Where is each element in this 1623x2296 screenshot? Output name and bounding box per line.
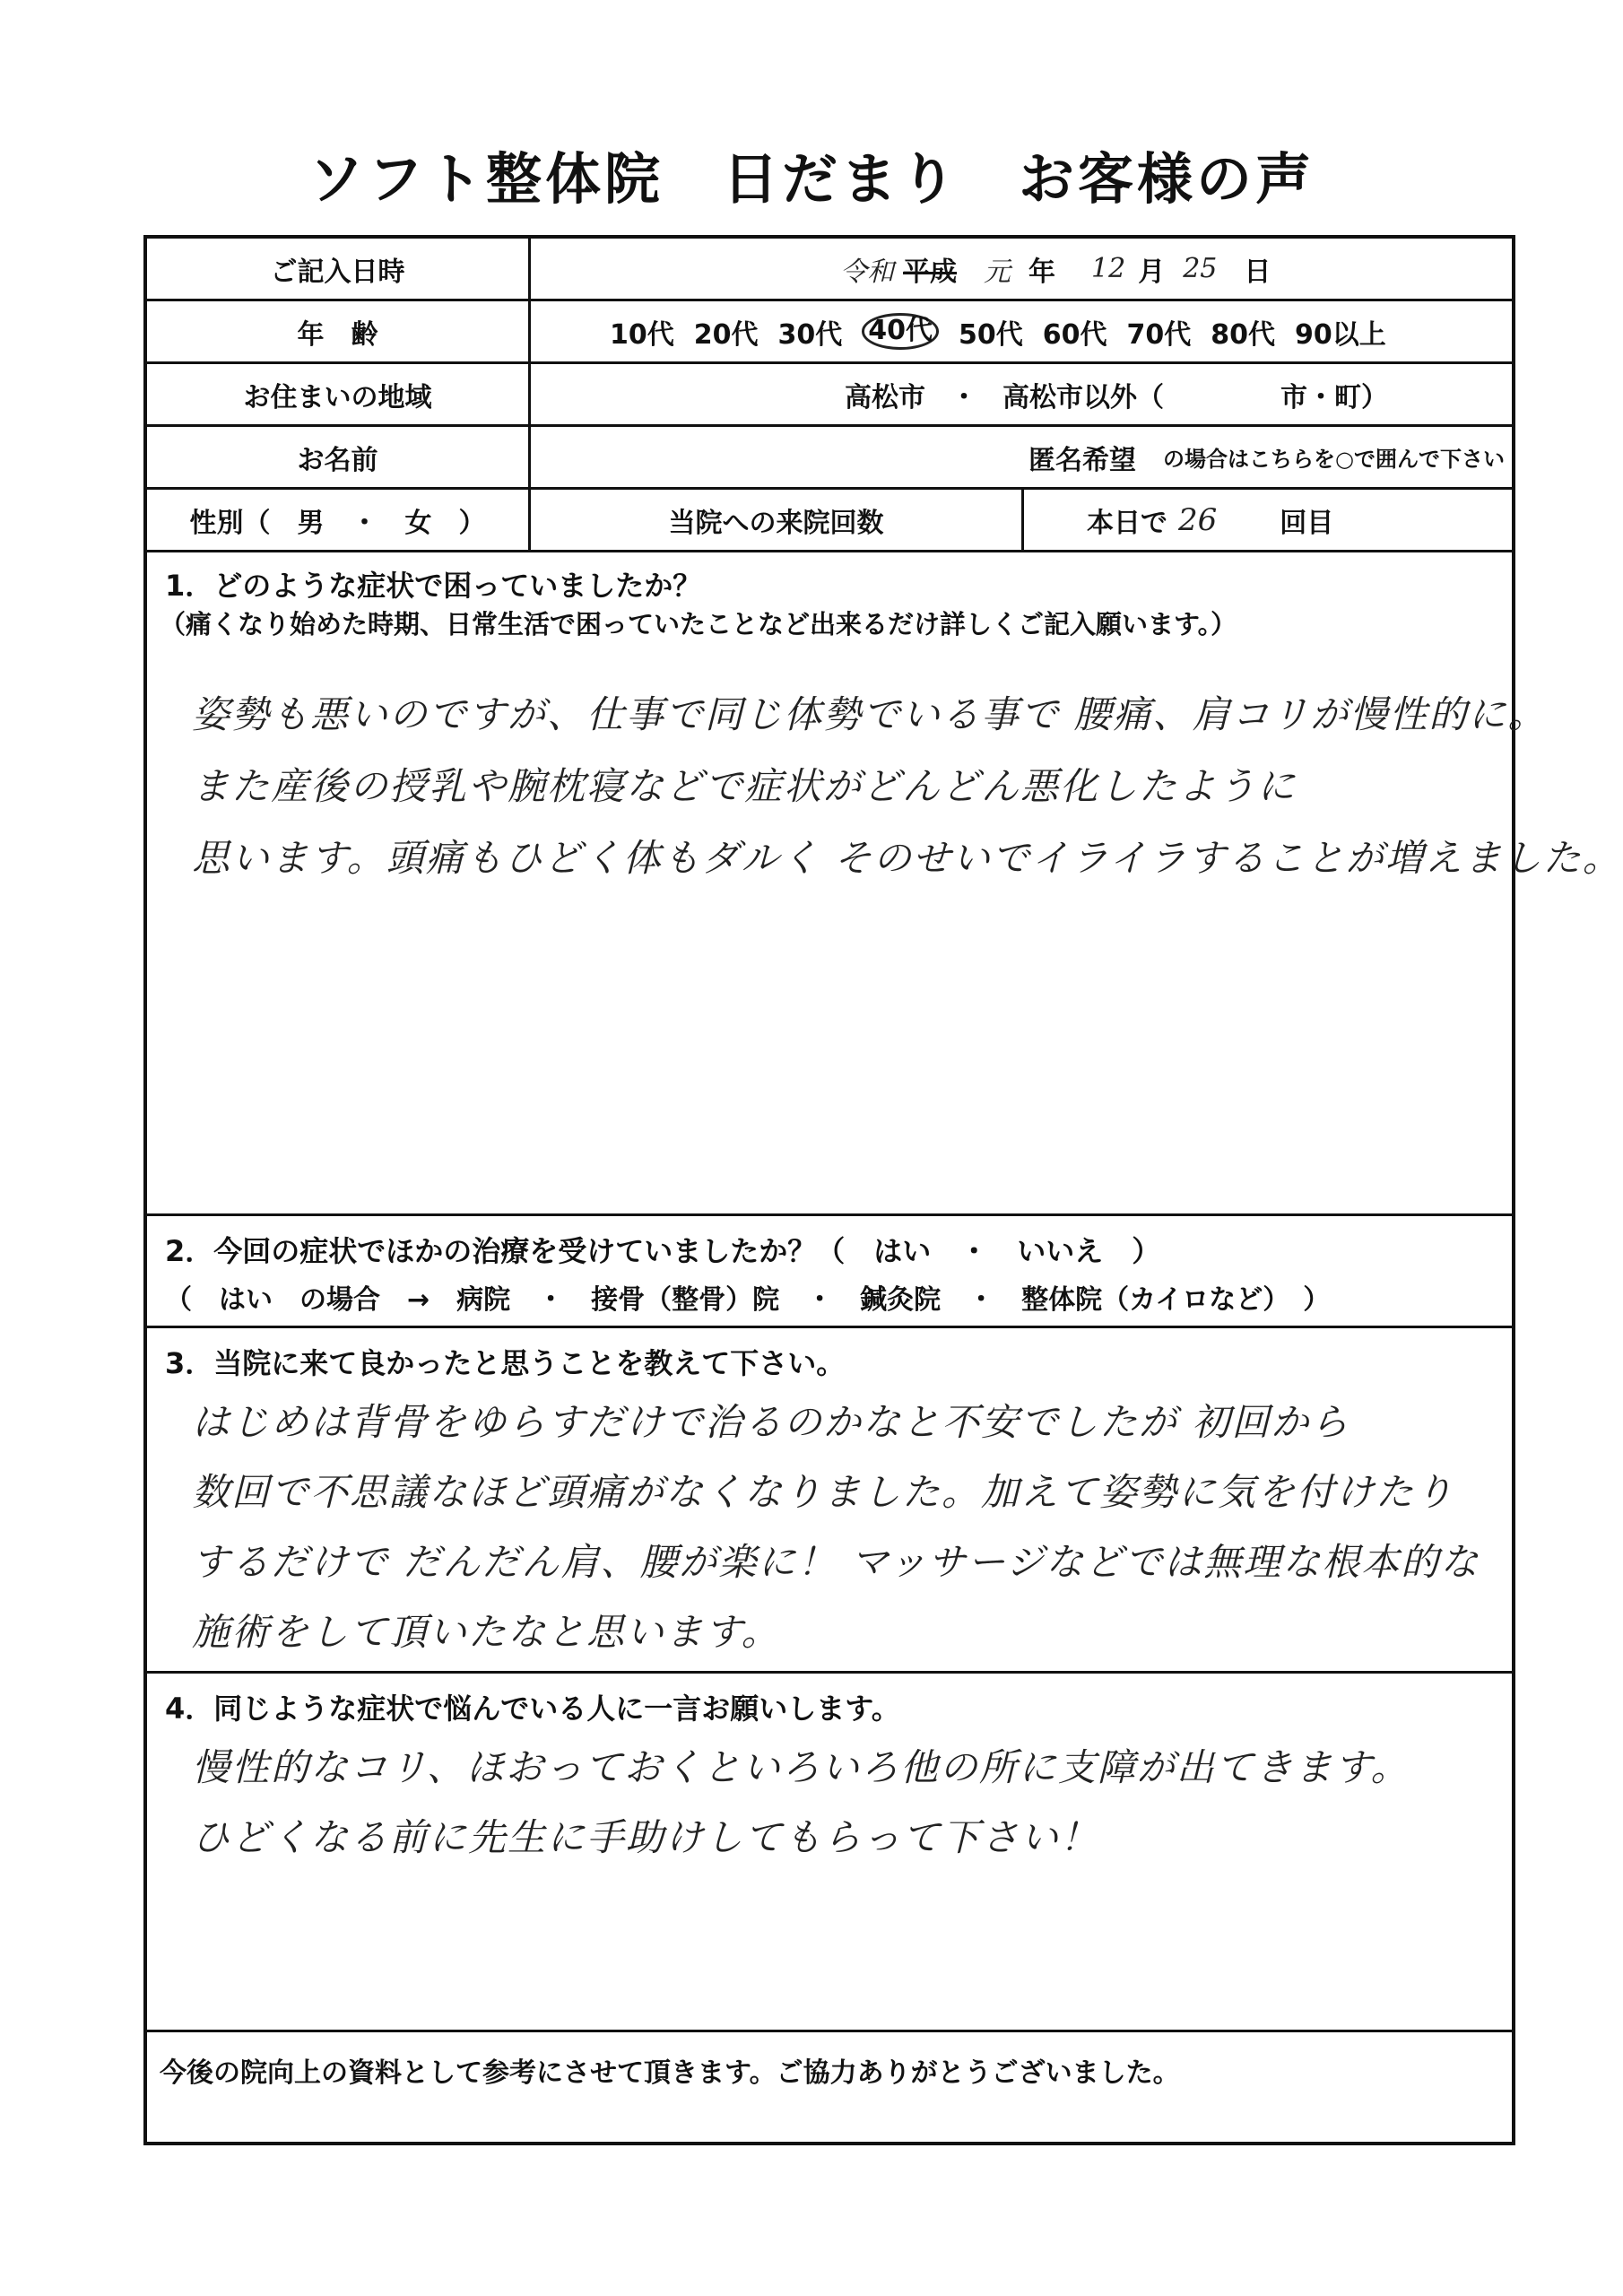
year-unit: 年 xyxy=(1028,256,1055,288)
day-unit: 日 xyxy=(1244,256,1271,288)
age-option: 90以上 xyxy=(1295,318,1386,351)
footer-note: 今後の院向上の資料として参考にさせて頂きます。ご協力ありがとうございました。 xyxy=(160,2057,1180,2089)
gender-text: 性別（ 男 ・ 女 ） xyxy=(189,507,486,539)
visits-count-cell xyxy=(1024,500,1512,540)
age-option: 50代 xyxy=(959,318,1023,351)
visits-label-cell xyxy=(531,490,1024,550)
gender-label xyxy=(147,490,531,550)
q3-heading: 3．当院に来て良かったと思うことを教えて下さい。 xyxy=(165,1346,846,1380)
survey-form xyxy=(143,235,1622,2145)
date-label: ご記入日時 xyxy=(147,239,531,299)
month-value: 12 xyxy=(1091,253,1126,284)
visit-count-unit: 回目 xyxy=(1280,507,1334,539)
q1-answer-line: 姿勢も悪いのですが、仕事で同じ体勢でいる事で 腰痛、肩コリが慢性的に。 xyxy=(192,692,1548,736)
other-city-option: 高松市以外（ xyxy=(1002,381,1164,413)
question-2-section xyxy=(147,1216,1512,1328)
year-value: 元 xyxy=(984,256,1011,288)
other-city-suffix: 市・町） xyxy=(1280,381,1388,413)
age-option: 80代 xyxy=(1211,318,1275,351)
name-row xyxy=(147,427,1512,490)
age-label: 年 齢 xyxy=(147,301,531,361)
age-option: 30代 xyxy=(777,318,843,351)
anonymous-note: の場合はこちらを○で囲んで下さい xyxy=(1163,447,1505,472)
day-value: 25 xyxy=(1183,253,1218,284)
visit-count: 26 xyxy=(1178,501,1218,538)
area-row xyxy=(147,364,1512,427)
age-options xyxy=(531,301,1512,361)
anonymous-option: 匿名希望 xyxy=(1028,444,1137,476)
q3-answer-line: するだけで だんだん肩、腰が楽に！ マッサージなどでは無理な根本的な xyxy=(192,1540,1480,1584)
age-option: 70代 xyxy=(1126,318,1192,351)
q3-answer-line: はじめは背骨をゆらすだけで治るのかなと不安でしたが 初回から xyxy=(192,1400,1350,1444)
q4-answer-line: 慢性的なコリ、ほおっておくといろいろ他の所に支障が出てきます。 xyxy=(192,1745,1410,1789)
question-4-section xyxy=(147,1674,1512,2032)
age-option: 20代 xyxy=(693,318,759,351)
q4-answer-line: ひどくなる前に先生に手助けしてもらって下さい！ xyxy=(192,1815,1100,1859)
gender-row xyxy=(147,490,1512,552)
q1-heading: 1．どのような症状で困っていましたか？ xyxy=(165,569,702,603)
age-option: 60代 xyxy=(1042,318,1107,351)
q4-heading: 4．同じような症状で悩んでいる人に一言お願いします。 xyxy=(165,1692,900,1726)
month-unit: 月 xyxy=(1138,256,1166,288)
q1-subheading: （痛くなり始めた時期、日常生活で困っていたことなど出来るだけ詳しくご記入願います。） xyxy=(160,609,1237,639)
q2-subheading: （ はい の場合 → 病院 ・ 接骨（整骨）院 ・ 鍼灸院 ・ 整体院（カイロなど） ） xyxy=(165,1284,1331,1316)
era-printed: 平成 xyxy=(903,256,957,288)
age-option: 40代 xyxy=(862,313,939,350)
page-title: ソフト整体院 日だまり お客様の声 xyxy=(308,146,1315,212)
q3-answer-line: 数回で不思議なほど頭痛がなくなりました。加えて姿勢に気を付けたり xyxy=(192,1470,1455,1514)
area-label: お住まいの地域 xyxy=(147,364,531,424)
era-handwritten: 令和 xyxy=(840,256,894,288)
age-option: 10代 xyxy=(610,318,674,351)
q3-answer-line: 施術をして頂いたなと思います。 xyxy=(192,1610,781,1654)
date-row xyxy=(147,239,1512,301)
q2-heading: 2．今回の症状でほかの治療を受けていましたか？（ はい ・ いいえ ） xyxy=(165,1234,1161,1268)
city-option: 高松市 xyxy=(845,381,925,413)
area-separator: ・ xyxy=(950,381,977,413)
q1-answer-line: 思います。頭痛もひどく体もダルく そのせいでイライラすることが増えました。 xyxy=(192,836,1622,880)
age-row xyxy=(147,301,1512,364)
name-label: お名前 xyxy=(147,427,531,487)
visits-label: 当院への来院回数 xyxy=(668,507,884,539)
question-3-section xyxy=(147,1328,1512,1674)
question-1-section xyxy=(147,552,1622,1216)
today-label: 本日で xyxy=(1087,507,1167,539)
q1-answer-line: また産後の授乳や腕枕寝などで症状がどんどん悪化したように xyxy=(192,764,1298,808)
